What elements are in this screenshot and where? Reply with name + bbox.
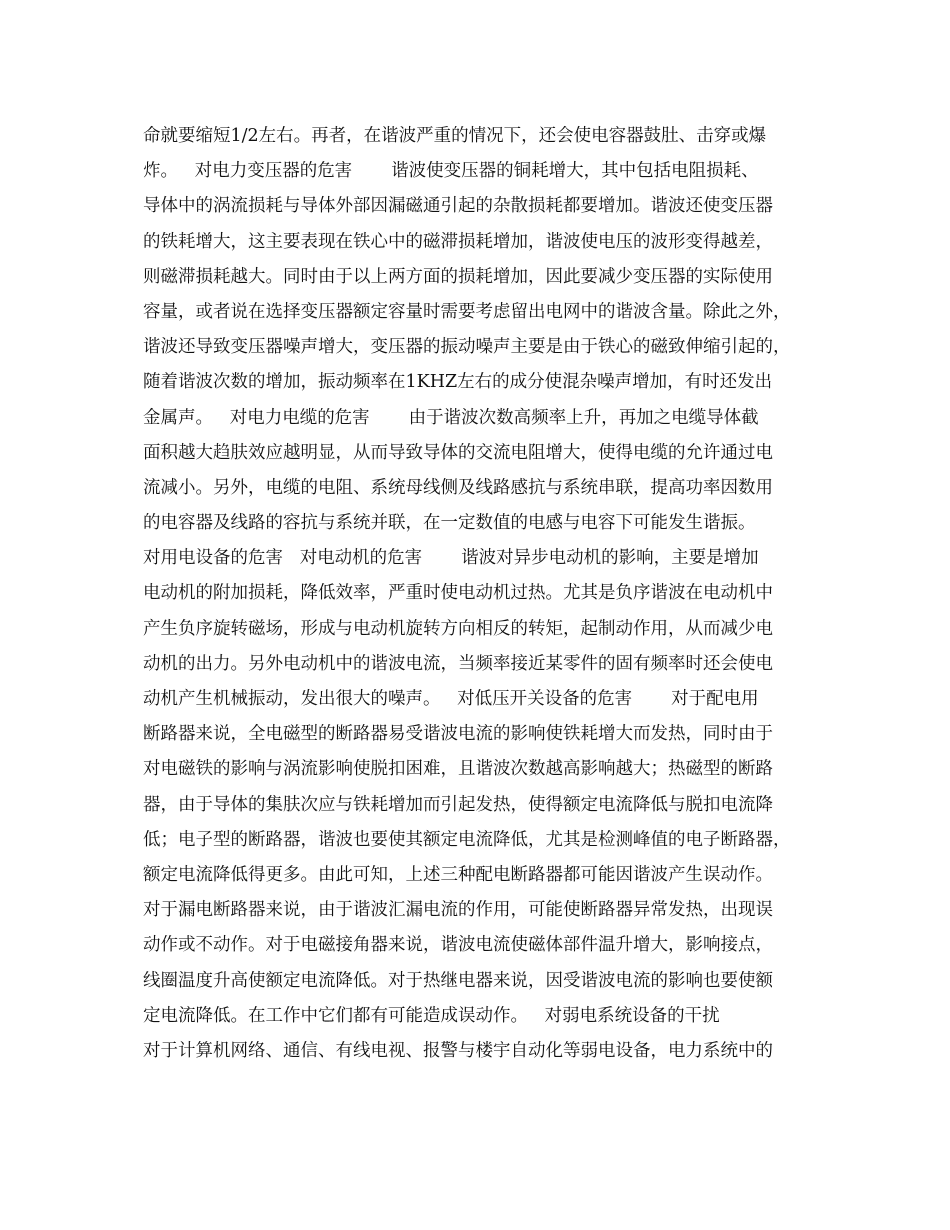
text-line: 动机产生机械振动，发出很大的噪声。 对低压开关设备的危害 对于配电用 — [143, 689, 759, 709]
text-line: 电动机的附加损耗，降低效率，严重时使电动机过热。尤其是负序谐波在电动机中 — [143, 583, 773, 604]
text-line: 的铁耗增大，这主要表现在铁心中的磁滞损耗增加，谐波使电压的波形变得越差， — [143, 231, 773, 252]
text-line: 动作或不动作。对于电磁接角器来说，谐波电流使磁体部件温升增大，影响接点， — [143, 935, 773, 956]
text-line: 容量，或者说在选择变压器额定容量时需要考虑留出电网中的谐波含量。除此之外， — [143, 301, 791, 322]
text-line: 炸。 对电力变压器的危害 谐波使变压器的铜耗增大，其中包括电阻损耗、 — [143, 161, 759, 182]
text-line: 金属声。 对电力电缆的危害 由于谐波次数高频率上升，再加之电缆导体截 — [143, 407, 759, 428]
text-line: 谐波还导致变压器噪声增大，变压器的振动噪声主要是由于铁心的磁致伸缩引起的， — [143, 337, 791, 358]
text-line: 的电容器及线路的容抗与系统并联，在一定数值的电感与电容下可能发生谐振。 — [143, 513, 756, 534]
text-line: 命就要缩短1/2左右。再者，在谐波严重的情况下，还会使电容器鼓肚、击穿或爆 — [143, 126, 767, 146]
text-line: 导体中的涡流损耗与导体外部因漏磁通引起的杂散损耗都要增加。谐波还使变压器 — [143, 196, 773, 217]
text-line: 流减小。另外，电缆的电阻、系统母线侧及线路感抗与系统串联，提高功率因数用 — [143, 477, 773, 498]
text-line: 面积越大趋肤效应越明显，从而导致导体的交流电阻增大，使得电缆的允许通过电 — [143, 442, 773, 463]
text-line: 产生负序旋转磁场，形成与电动机旋转方向相反的转矩，起制动作用，从而减少电 — [143, 618, 773, 639]
text-line: 额定电流降低得更多。由此可知，上述三种配电断路器都可能因谐波产生误动作。 — [143, 864, 773, 885]
text-line: 器，由于导体的集肤次应与铁耗增加而引起发热，使得额定电流降低与脱扣电流降 — [143, 794, 773, 815]
text-line: 随着谐波次数的增加，振动频率在1KHZ左右的成分使混杂噪声增加，有时还发出 — [143, 372, 773, 393]
text-line: 断路器来说，全电磁型的断路器易受谐波电流的影响使铁耗增大而发热，同时由于 — [143, 724, 773, 745]
text-line: 动机的出力。另外电动机中的谐波电流，当频率接近某零件的固有频率时还会使电 — [143, 653, 773, 674]
text-line: 对于漏电断路器来说，由于谐波汇漏电流的作用，可能使断路器异常发热，出现误 — [143, 900, 773, 921]
text-line: 对于计算机网络、通信、有线电视、报警与楼宇自动化等弱电设备，电力系统中的 — [143, 1040, 773, 1061]
text-line: 线圈温度升高使额定电流降低。对于热继电器来说，因受谐波电流的影响也要使额 — [143, 970, 773, 991]
text-line: 则磁滞损耗越大。同时由于以上两方面的损耗增加，因此要减少变压器的实际使用 — [143, 266, 773, 287]
text-line: 低；电子型的断路器，谐波也要使其额定电流降低，尤其是检测峰值的电子断路器， — [143, 829, 791, 850]
text-line: 对用电设备的危害 对电动机的危害 谐波对异步电动机的影响，主要是增加 — [143, 548, 759, 569]
body-text — [143, 119, 823, 1069]
text-line: 定电流降低。在工作中它们都有可能造成误动作。 对弱电系统设备的干扰 — [143, 1005, 720, 1026]
text-line: 对电磁铁的影响与涡流影响使脱扣困难，且谐波次数越高影响越大；热磁型的断路 — [143, 759, 773, 780]
